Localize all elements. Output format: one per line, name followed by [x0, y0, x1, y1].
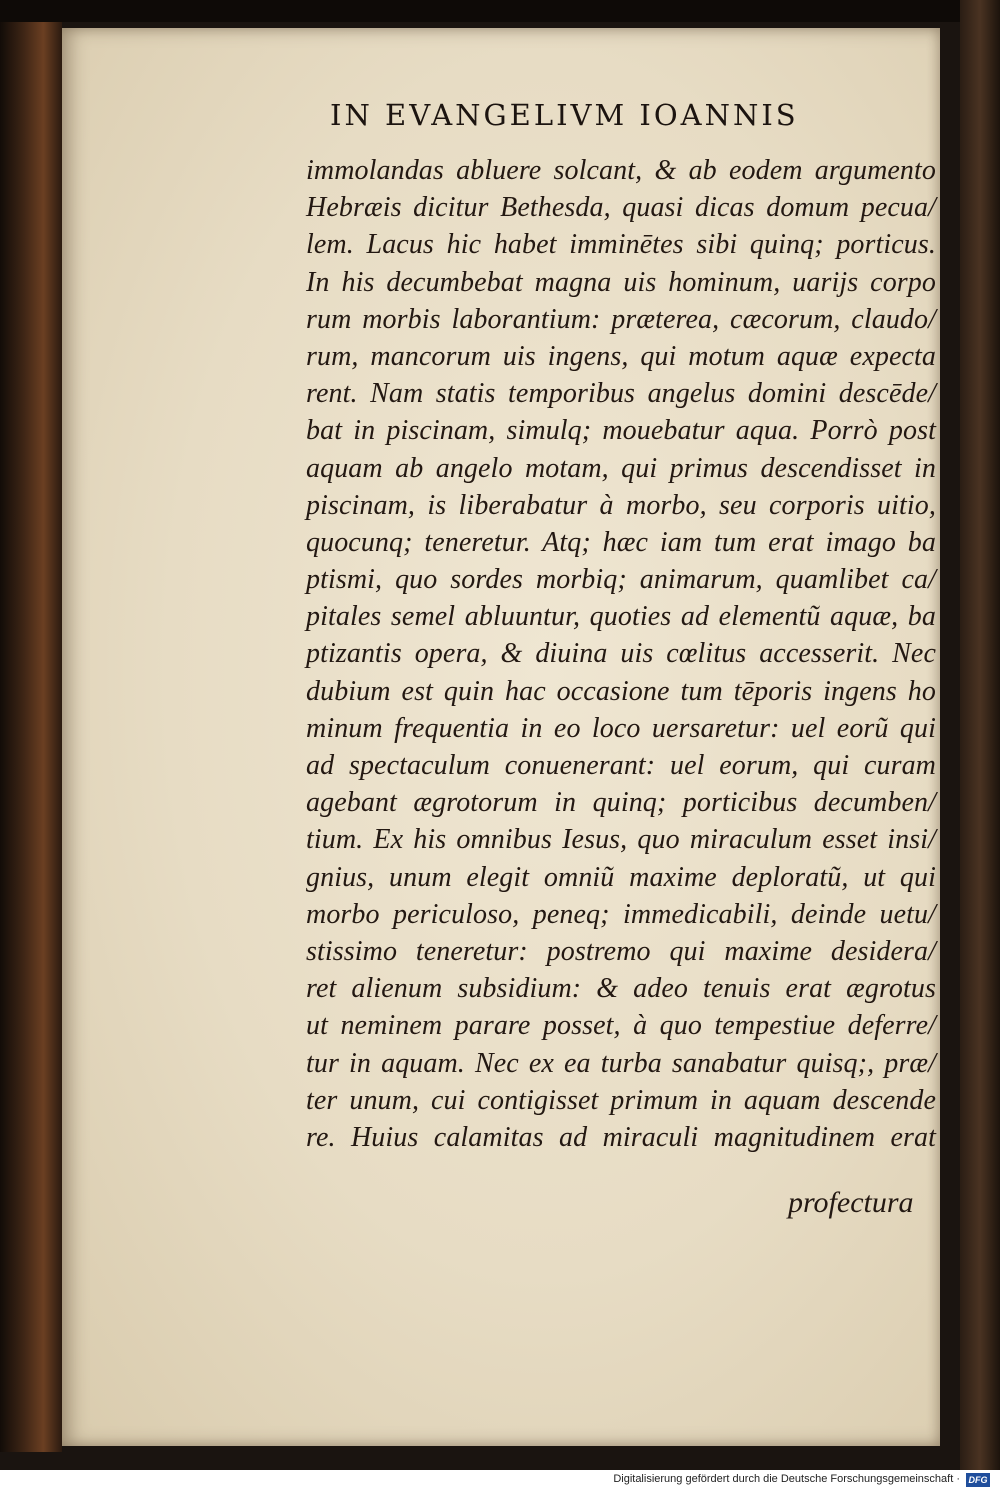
text-line: rent. Nam statis temporibus angelus domini descēde/	[306, 378, 936, 410]
text-line: ut neminem parare posset, à quo tempestiue deferre/	[306, 1010, 936, 1042]
text-line: Hebræis dicitur Bethesda, quasi dicas domum pecua/	[306, 192, 936, 224]
text-line: gnius, unum elegit omniũ maxime deploratũ, ut qui	[306, 861, 936, 893]
text-line: minum frequentia in eo loco uersaretur: uel eorũ qui	[306, 712, 936, 744]
text-line: agebant ægrotorum in quinq; porticibus decumben/	[306, 787, 936, 819]
running-head: IN EVANGELIVM IOANNIS	[330, 98, 799, 132]
text-line: In his decumbebat magna uis hominum, uarijs corpo	[306, 266, 936, 298]
text-line: ptismi, quo sordes morbiq; animarum, quamlibet ca/	[306, 564, 936, 596]
text-line: piscinam, is liberabatur à morbo, seu corporis uitio,	[306, 489, 936, 521]
dfg-logo-icon: DFG	[966, 1473, 990, 1487]
text-line: re. Huius calamitas ad miraculi magnitudinem erat	[306, 1121, 936, 1153]
text-line: tur in aquam. Nec ex ea turba sanabatur quisq;, præ/	[306, 1047, 936, 1079]
text-line: ter unum, cui contigisset primum in aquam descende	[306, 1084, 936, 1116]
text-line: stissimo teneretur: postremo qui maxime desidera/	[306, 935, 936, 967]
text-line: pitales semel abluuntur, quoties ad elementũ aquæ, ba	[306, 601, 936, 633]
text-line: quocunq; teneretur. Atq; hæc iam tum erat imago ba	[306, 526, 936, 558]
text-line: ptizantis opera, & diuina uis cœlitus accesserit. Nec	[306, 638, 936, 670]
text-line: tium. Ex his omnibus Iesus, quo miraculum esset insi/	[306, 824, 936, 856]
funding-credit: Digitalisierung gefördert durch die Deutsche Forschungsgemeinschaft ·	[613, 1473, 960, 1485]
text-line: ad spectaculum conuenerant: uel eorum, qui curam	[306, 750, 936, 781]
text-line: dubium est quin hac occasione tum tēporis ingens ho	[306, 675, 936, 707]
book-binding	[0, 22, 62, 1452]
text-line: morbo periculoso, peneq; immedicabili, deinde uetu/	[306, 898, 936, 930]
text-line: rum morbis laborantium: præterea, cæcorum, claudo/	[306, 303, 936, 335]
text-line: aquam ab angelo motam, qui primus descendisset in	[306, 452, 936, 484]
scan-top-border	[0, 0, 1000, 22]
text-block	[306, 152, 936, 1156]
text-line: lem. Lacus hic habet imminētes sibi quinq; porticus.	[306, 229, 936, 261]
book-edge	[960, 0, 1000, 1470]
text-line: immolandas abluere solcant, & ab eodem argumento	[306, 155, 936, 186]
catchword: profectura	[788, 1186, 914, 1219]
text-line: ret alienum subsidium: & adeo tenuis erat ægrotus	[306, 973, 936, 1005]
text-line: rum, mancorum uis ingens, qui motum aquæ expecta	[306, 340, 936, 372]
text-line: bat in piscinam, simulq; mouebatur aqua. Porrò post	[306, 415, 936, 447]
